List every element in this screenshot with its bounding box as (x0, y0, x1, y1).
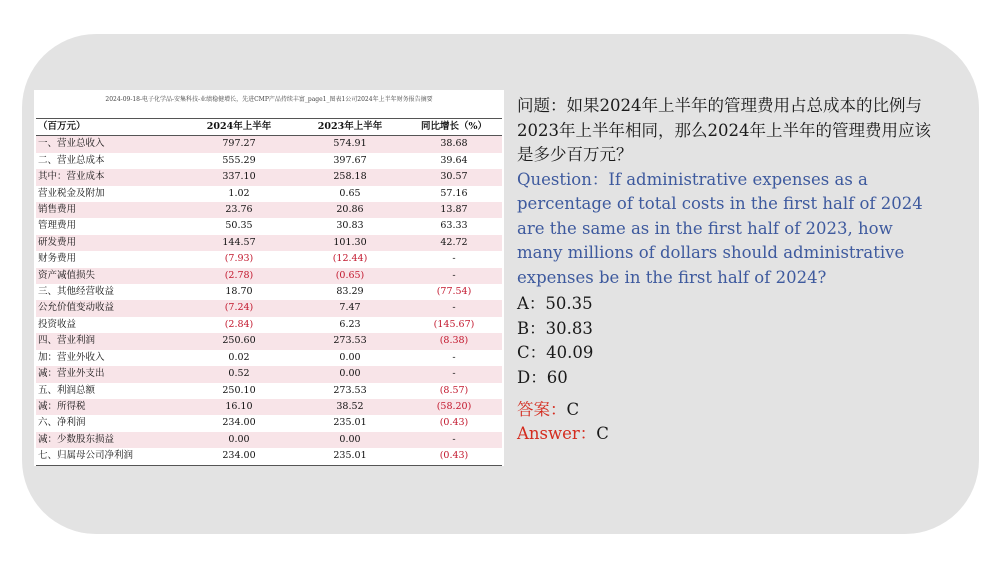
table-row (36, 317, 502, 333)
row-label: 管理费用 (38, 220, 77, 232)
cell-yoy: (77.54) (436, 286, 472, 298)
row-label: 二、营业总成本 (38, 154, 105, 166)
cell-yoy: (145.67) (433, 318, 475, 330)
cell-2023h1: 574.91 (294, 136, 406, 153)
row-label: 六、净利润 (38, 417, 86, 429)
table-row (36, 399, 502, 415)
cell-2024h1: 250.60 (184, 333, 294, 349)
cell-2024h1: 234.00 (184, 448, 294, 465)
cell-2024h1: 0.00 (184, 432, 294, 448)
table-row (36, 186, 502, 202)
cell-2023h1: 273.53 (294, 333, 406, 349)
cell-yoy: (58.20) (406, 399, 502, 415)
row-label: 减：营业外支出 (36, 366, 184, 382)
table-row (36, 169, 502, 185)
cell-yoy: - (452, 253, 456, 265)
table-row (36, 366, 502, 382)
cell-2024h1: 1.02 (228, 187, 250, 199)
cell-2023h1: 235.01 (294, 448, 406, 465)
table-row (36, 350, 502, 366)
table-row (36, 153, 502, 169)
cell-2023h1: 0.00 (294, 366, 406, 382)
table-row (36, 268, 502, 284)
cell-2024h1: 18.70 (225, 286, 253, 298)
report-title: 2024-09-18-电子化学品-安集科技-业绩稳健增长，先进CMP产品持续丰富_page1_图表1公司2024年上半年财务报告摘要 (105, 96, 433, 103)
row-label: 减：少数股东损益 (36, 432, 184, 448)
answer-en-label: Answer： (517, 424, 597, 443)
row-label: 资产减值损失 (36, 268, 184, 284)
cell-2024h1: (7.93) (224, 253, 254, 265)
cell-yoy: 39.64 (440, 154, 468, 166)
row-label: 五、利润总额 (38, 384, 96, 396)
cell-yoy: - (406, 432, 502, 448)
cell-2023h1: 0.65 (339, 187, 361, 199)
options-list (517, 292, 932, 390)
cell-yoy: 30.57 (406, 169, 502, 185)
cell-2024h1: 144.57 (184, 235, 294, 251)
cell-yoy: - (406, 300, 502, 316)
option-a: A：50.35 (517, 294, 593, 313)
answer-zh-label: 答案： (517, 400, 567, 419)
cell-yoy: 63.33 (440, 220, 468, 232)
table-row (36, 136, 502, 153)
table-row (36, 432, 502, 448)
cell-2024h1: 234.00 (222, 417, 256, 429)
cell-2024h1: 337.10 (184, 169, 294, 185)
cell-2024h1: 797.27 (184, 136, 294, 153)
cell-yoy: (0.43) (406, 448, 502, 465)
cell-yoy: - (406, 268, 502, 284)
cell-2023h1: 20.86 (294, 202, 406, 218)
row-label: 财务费用 (38, 253, 77, 265)
cell-yoy: (8.57) (439, 384, 469, 396)
option-c: C：40.09 (517, 343, 594, 362)
row-label: 其中：营业成本 (36, 169, 184, 185)
cell-2024h1: 0.52 (184, 366, 294, 382)
table-row (36, 383, 502, 399)
header-unit: （百万元） (36, 119, 184, 136)
row-label: 公允价值变动收益 (36, 300, 184, 316)
answer-english (517, 422, 932, 446)
question-english: Question：If administrative expenses as a percentage of total costs in the first half of 2024 are the same as in the first half of 2023, how many millions of dollars should administrative expenses be in the first half of 2024? (517, 169, 923, 287)
table-row (36, 448, 502, 465)
cell-2023h1: 6.23 (339, 318, 361, 330)
cell-2023h1: 7.47 (294, 300, 406, 316)
financial-table (36, 118, 502, 466)
row-label: 四、营业利润 (36, 333, 184, 349)
table-row (36, 218, 502, 234)
table-body (36, 136, 502, 465)
cell-2023h1: 38.52 (294, 399, 406, 415)
cell-yoy: - (452, 351, 456, 363)
cell-2023h1: 83.29 (336, 286, 364, 298)
financial-report-image (34, 90, 504, 466)
row-label: 研发费用 (36, 235, 184, 251)
answer-chinese (517, 398, 932, 422)
table-row (36, 251, 502, 267)
row-label: 三、其他经营收益 (38, 286, 115, 298)
cell-2023h1: 235.01 (333, 417, 367, 429)
cell-yoy: (0.43) (439, 417, 469, 429)
option-d: D：60 (517, 367, 568, 387)
table-row (36, 284, 502, 300)
cell-yoy: - (406, 366, 502, 382)
cell-yoy: (8.38) (406, 333, 502, 349)
cell-2024h1: (2.84) (224, 318, 254, 330)
cell-2024h1: (2.78) (184, 268, 294, 284)
row-label: 一、营业总收入 (36, 136, 184, 153)
cell-2023h1: 30.83 (336, 220, 364, 232)
cell-2023h1: 258.18 (294, 169, 406, 185)
header-2023h1: 2023年上半年 (294, 119, 406, 136)
cell-2024h1: 50.35 (225, 220, 253, 232)
answer-en-value: C (596, 424, 609, 443)
qa-panel (517, 94, 932, 446)
answer-block (517, 398, 932, 446)
cell-yoy: 13.87 (406, 202, 502, 218)
cell-2023h1: (12.44) (332, 253, 368, 265)
header-yoy: 同比增长（%） (406, 119, 502, 136)
header-2024h1: 2024年上半年 (184, 119, 294, 136)
cell-2023h1: 0.00 (294, 432, 406, 448)
row-label: 投资收益 (38, 318, 77, 330)
table-row (36, 202, 502, 218)
cell-2024h1: 0.02 (228, 351, 250, 363)
row-label: 销售费用 (36, 202, 184, 218)
cell-2023h1: (0.65) (294, 268, 406, 284)
row-label: 七、归属母公司净利润 (36, 448, 184, 465)
cell-2023h1: 273.53 (333, 384, 367, 396)
table-row (36, 235, 502, 251)
question-chinese: 问题：如果2024年上半年的管理费用占总成本的比例与2023年上半年相同，那么2024年上半年的管理费用应该是多少百万元？ (517, 96, 931, 164)
cell-2024h1: 555.29 (222, 154, 256, 166)
option-b: B：30.83 (517, 318, 593, 338)
cell-yoy: 57.16 (440, 187, 468, 199)
cell-yoy: 38.68 (406, 136, 502, 153)
row-label: 加：营业外收入 (38, 351, 105, 363)
cell-2024h1: 250.10 (222, 384, 256, 396)
row-label: 减：所得税 (36, 399, 184, 415)
cell-2024h1: 16.10 (184, 399, 294, 415)
cell-2023h1: 397.67 (333, 154, 367, 166)
answer-zh-value: C (566, 400, 580, 419)
table-row (36, 300, 502, 316)
cell-2024h1: (7.24) (184, 300, 294, 316)
cell-2023h1: 101.30 (294, 235, 406, 251)
cell-2024h1: 23.76 (184, 202, 294, 218)
table-row (36, 333, 502, 349)
table-header-row (36, 119, 502, 136)
cell-2023h1: 0.00 (339, 351, 361, 363)
cell-yoy: 42.72 (406, 235, 502, 251)
row-label: 营业税金及附加 (38, 187, 105, 199)
table-row (36, 415, 502, 431)
